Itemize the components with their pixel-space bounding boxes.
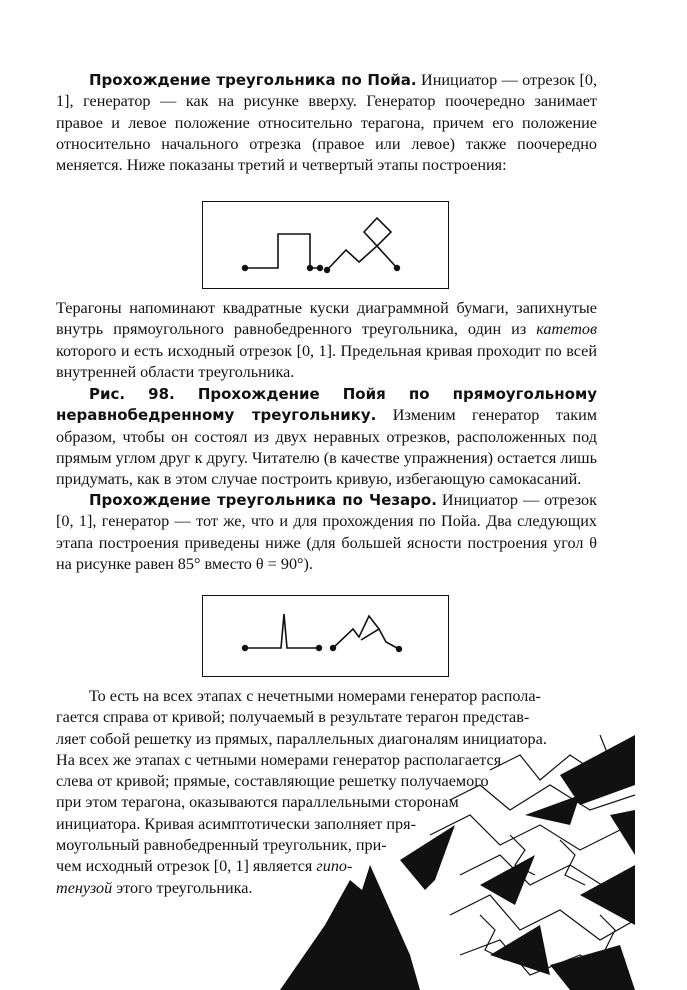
paragraph-teragons [56, 298, 597, 383]
final-line-1: То есть на всех этапах с нечетными номерами генератор распола- [89, 687, 541, 705]
final-line-8: моугольный равнобедренный треугольник, при- [56, 836, 387, 855]
paragraph-polya [56, 70, 597, 176]
final-line-3: ляет собой решетку из прямых, параллельных диагоналям инициатора. [56, 729, 547, 748]
paragraph-cesaro [56, 490, 597, 575]
figure-cesaro-stages [202, 595, 449, 677]
paragraph-final [56, 686, 597, 899]
final-line-9-italic: гипо- [316, 857, 353, 876]
heading-fig98: Рис. 98. Прохождение Пойя по прямоугольному неравнобедренному треугольнику. [56, 385, 597, 425]
paragraph-fig98 [56, 384, 597, 490]
figure-polya-stages [202, 201, 449, 289]
cesaro-stage-1 [245, 614, 319, 648]
text-polya: Инициатор — отрезок [0, 1], генератор — как на рисунке вверху. Генератор поочередно занимает правое и левое положение относительно терагона, причем его положение относительно начального отрезка (правое или левое) также поочередно меняется. Ниже показаны третий и четвертый этапы построения: [56, 71, 597, 175]
teragons-italic: катетов [536, 320, 597, 339]
polya-stage-4 [327, 218, 397, 270]
final-line-7: инициатора. Кривая асимптотически заполняет пря- [56, 814, 416, 833]
final-line-10-italic: тенузой [56, 878, 113, 897]
polya-stage-3 [245, 234, 320, 268]
final-line-5: слева от кривой; прямые, составляющие решетку получаемого [56, 772, 489, 791]
final-line-6: при этом терагона, оказываются параллельными сторонам [56, 793, 459, 812]
teragons-text-1: Терагоны напоминают квадратные куски диаграммной бумаги, запихнутые внутрь прямоугольного равнобедренного треугольника, один из [56, 299, 597, 339]
final-line-10-text: этого треугольника. [116, 878, 253, 897]
text-cesaro: Инициатор — отрезок [0, 1], генератор — тот же, что и для прохождения по Пойа. Два следующих этапа построения приведены ниже (для большей ясности построения угол θ на рисунке равен 85° вместо θ = 90°). [56, 491, 597, 573]
final-line-4: На всех же этапах с четными номерами генератор располагается [56, 750, 502, 769]
cesaro-stage-2 [333, 616, 399, 649]
polya-stages-drawing [203, 202, 448, 288]
heading-cesaro: Прохождение треугольника по Чезаро. [89, 491, 437, 509]
cesaro-stages-drawing [203, 596, 448, 676]
final-line-9-text: чем исходный отрезок [0, 1] является [56, 857, 313, 876]
text-fig98: Изменим генератор таким образом, чтобы он состоял из двух неравных отрезков, расположенных под прямым углом друг к другу. Читателю (в качестве упражнения) остается лишь придумать, как в этом случае построить кривую, избегающую самокасаний. [56, 406, 597, 489]
final-line-2: гается справа от кривой; получаемый в результате терагон представ- [56, 708, 530, 727]
teragons-text-2: которого и есть исходный отрезок [0, 1]. Предельная кривая проходит по всей внутренней области треугольника. [56, 341, 597, 381]
heading-polya: Прохождение треугольника по Пойа. [89, 71, 417, 89]
